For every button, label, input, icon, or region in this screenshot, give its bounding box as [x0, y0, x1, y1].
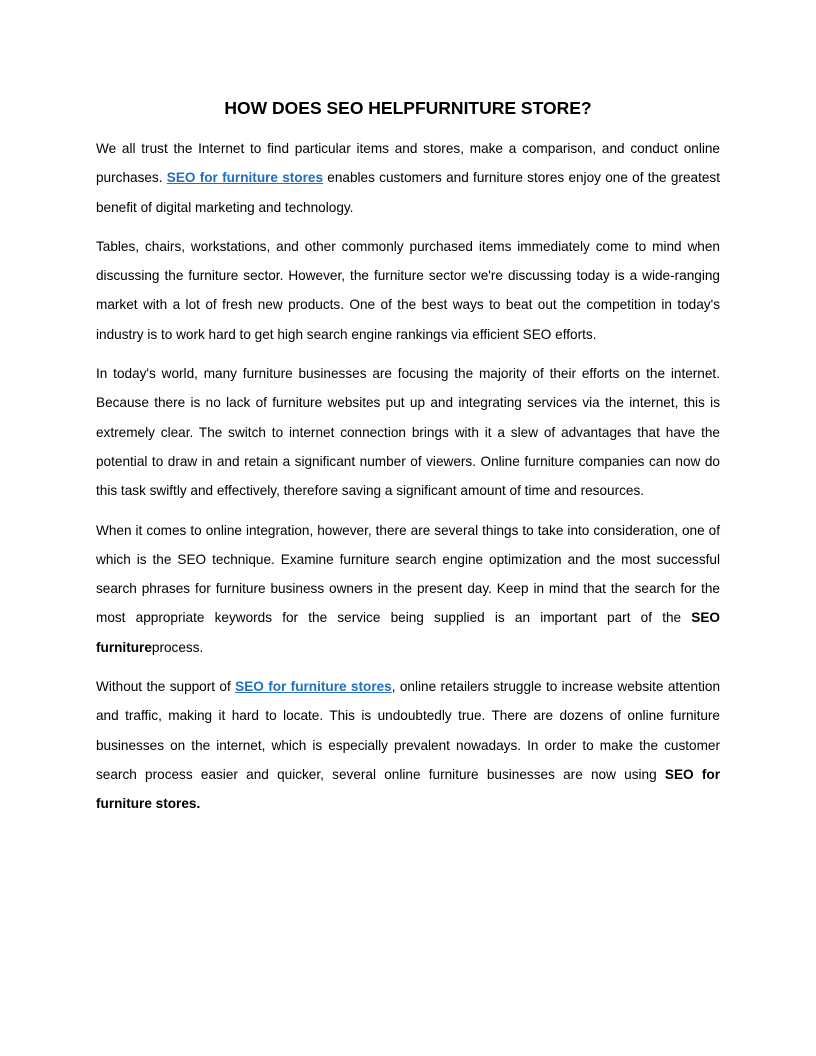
- bold-keyword: SEO furniture: [96, 610, 720, 655]
- paragraph-2: Tables, chairs, workstations, and other commonly purchased items immediately come to mind when discussing the furniture sector. However, the furniture sector we're discussing today is a wide-ranging market with a lot of fresh new products. One of the best ways to beat out the competition in today's industry is to work hard to get high search engine rankings via efficient SEO efforts.: [96, 238, 720, 342]
- paragraph-4: [96, 516, 720, 662]
- seo-furniture-stores-link[interactable]: SEO for furniture stores: [166, 170, 324, 186]
- paragraph-text: process.: [151, 639, 204, 655]
- paragraph-text: When it comes to online integration, however, there are several things to take into consideration, one of which is the SEO technique. Examine furniture search engine optimization and the most successful search phrases for furniture business owners in the present day. Keep in mind that the search for the most appropriate keywords for the service being supplied is an important part of the: [96, 522, 720, 626]
- document-page: [96, 96, 720, 829]
- seo-furniture-stores-link[interactable]: SEO for furniture stores: [235, 679, 392, 695]
- paragraph-1: [96, 134, 720, 222]
- paragraph-text: We all trust the Internet to find particular items and stores, make a comparison, and conduct online purchases.: [96, 141, 720, 186]
- paragraph-text: Without the support of: [96, 679, 236, 695]
- page-title: HOW DOES SEO HELPFURNITURE STORE?: [224, 98, 592, 118]
- paragraph-text: enables customers and furniture stores enjoy one of the greatest benefit of digital marketing and technology.: [96, 170, 720, 215]
- paragraph-text: , online retailers struggle to increase website attention and traffic, making it hard to locate. This is undoubtedly true. There are dozens of online furniture businesses on the internet, which is especially prevalent nowadays. In order to make the customer search process easier and quicker, several online furniture businesses are now using: [96, 679, 721, 782]
- bold-keyword: SEO for furniture stores.: [96, 766, 720, 812]
- paragraph-5: [96, 672, 720, 818]
- paragraph-3: In today's world, many furniture businesses are focusing the majority of their efforts on the internet. Because there is no lack of furniture websites put up and integrating services via the internet, this is extremely clear. The switch to internet connection brings with it a slew of advantages that have the potential to draw in and retain a significant number of viewers. Online furniture companies can now do this task swiftly and effectively, therefore saving a significant amount of time and resources.: [96, 366, 720, 499]
